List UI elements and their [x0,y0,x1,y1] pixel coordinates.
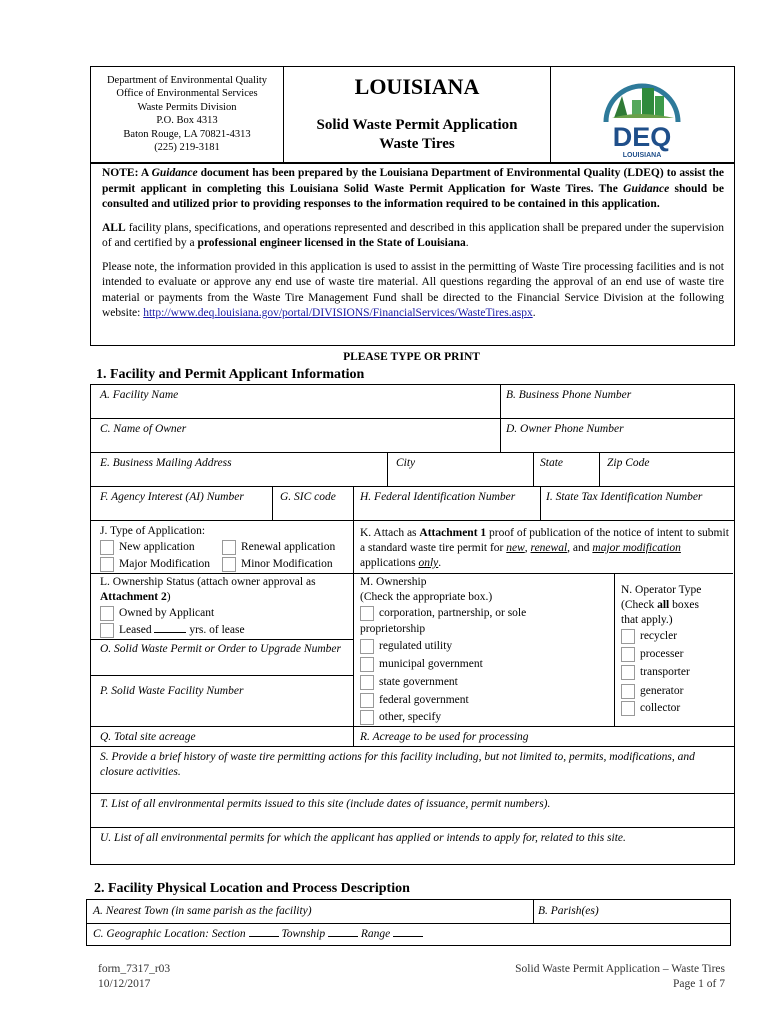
row-line [353,573,733,574]
new-application-option[interactable]: New application [100,540,195,555]
note-paragraph-3: Please note, the information provided in this application is used to assist in the permitting of Waste Tire processing facilities and is not intended to evaluate or approve any end use of waste tire material. All questions regarding the approval of an end use of waste tire material or payments from the Waste Tire Management Fund shall be directed to the Financial Service Division at the following website: http://www.deq.louisiana.gov/portal/DIVISIONS/FinancialServices/WasteTires.aspx. [102,260,724,319]
col-line [540,486,541,520]
business-phone-field[interactable]: B. Business Phone Number [506,389,632,401]
issued-permits-field[interactable]: T. List of all environmental permits issued to this site (include dates of issuance, permit numbers). [100,798,551,810]
ownership-option-other[interactable]: other, specify [360,710,441,725]
please-type-label: PLEASE TYPE OR PRINT [343,351,480,363]
range-blank[interactable] [393,936,423,937]
row-line [90,452,734,453]
row-line [90,520,734,521]
footer-page-info: Solid Waste Permit Application – Waste Tires Page 1 of 7 [515,963,725,990]
col-line [533,452,534,486]
ownership-status-label: L. Ownership Status (attach owner approval as Attachment 2) [100,576,316,603]
col-line [533,899,534,923]
row-line [86,923,730,924]
checkbox[interactable] [621,684,635,699]
operator-type-label: N. Operator Type (Check all boxes that apply.) [621,584,702,626]
geographic-location-field[interactable]: C. Geographic Location: Section Township Range [93,927,423,941]
col-line [387,452,388,486]
checkbox[interactable] [360,693,374,708]
renewal-application-option[interactable]: Renewal application [222,540,335,555]
processing-acreage-field[interactable]: R. Acreage to be used for processing [360,731,529,743]
form-title: Solid Waste Permit Application Waste Tires [316,117,518,152]
row-line [90,675,353,676]
applied-permits-field[interactable]: U. List of all environmental permits for which the applicant has applied or intends to apply for, related to this site. [100,832,626,844]
svg-text:LOUISIANA: LOUISIANA [622,152,662,159]
agency-interest-field[interactable]: F. Agency Interest (AI) Number [100,491,244,503]
ownership-type-label: M. Ownership (Check the appropriate box.) [360,576,493,603]
waste-tires-link[interactable]: http://www.deq.louisiana.gov/portal/DIVISIONS/FinancialServices/WasteTires.aspx [143,307,533,319]
operator-option-processer[interactable]: processer [621,647,683,662]
operator-option-transporter[interactable]: transporter [621,665,690,680]
ownership-option-corporation[interactable]: corporation, partnership, or sole [360,606,526,621]
mailing-address-field[interactable]: E. Business Mailing Address [100,457,232,469]
ownership-option-state[interactable]: state government [360,675,458,690]
sic-code-field[interactable]: G. SIC code [280,491,336,503]
row-line [90,827,734,828]
row-line [90,573,353,574]
row-line [90,793,734,794]
permit-number-field[interactable]: O. Solid Waste Permit or Order to Upgrade Number [100,643,341,655]
minor-modification-option[interactable]: Minor Modification [222,557,333,572]
total-acreage-field[interactable]: Q. Total site acreage [100,731,196,743]
operator-option-collector[interactable]: collector [621,701,680,716]
state-field[interactable]: State [540,457,563,469]
township-blank[interactable] [328,936,358,937]
section-blank[interactable] [249,936,279,937]
col-line [599,452,600,486]
zip-field[interactable]: Zip Code [607,457,650,469]
note-paragraph-1: NOTE: A Guidance document has been prepared by the Louisiana Department of Environmental Quality (LDEQ) to assist the permit applicant in completing this Louisiana Solid Waste Permit Application for Waste Tires. The Guidance should be consulted and utilized prior to providing responses to the information required to be contained in this application. [102,167,725,210]
footer-form-info: form_7317_r03 10/12/2017 [98,963,171,990]
ownership-proprietorship-label: proprietorship [360,623,426,635]
svg-text:DEQ: DEQ [612,122,672,152]
checkbox[interactable] [360,710,374,725]
ownership-option-federal[interactable]: federal government [360,693,469,708]
operator-option-recycler[interactable]: recycler [621,629,677,644]
facility-name-field[interactable]: A. Facility Name [100,389,179,401]
owner-phone-field[interactable]: D. Owner Phone Number [506,423,624,435]
deq-logo-icon [598,70,686,160]
state-title: LOUISIANA [354,74,480,99]
owner-name-field[interactable]: C. Name of Owner [100,423,187,435]
checkbox[interactable] [360,606,374,621]
checkbox[interactable] [621,701,635,716]
checkbox[interactable] [360,657,374,672]
ownership-option-municipal[interactable]: municipal government [360,657,483,672]
state-tax-id-field[interactable]: I. State Tax Identification Number [546,491,703,503]
agency-address: Department of Environmental Quality Office of Environmental Services Waste Permits Division P.O. Box 4313 Baton Rouge, LA 70821-4313 (225) 219-3181 [106,75,268,154]
header-divider-2 [550,66,551,163]
application-type-label: J. Type of Application: [100,525,206,537]
checkbox[interactable] [360,675,374,690]
nearest-town-field[interactable]: A. Nearest Town (in same parish as the facility) [93,905,312,917]
parish-field[interactable]: B. Parish(es) [538,905,599,917]
checkbox[interactable] [621,629,635,644]
col-line [500,384,501,452]
owned-by-applicant-option[interactable]: Owned by Applicant [100,606,214,621]
section-1-heading: 1. Facility and Permit Applicant Information [96,367,365,382]
checkbox[interactable] [100,540,114,555]
checkbox[interactable] [100,623,114,638]
major-modification-option[interactable]: Major Modification [100,557,210,572]
row-line [90,746,734,747]
note-paragraph-2: ALL facility plans, specifications, and operations represented and described in this application shall be prepared under the supervision of and certified by a professional engineer licensed in the State of Louisiana. [102,221,724,249]
federal-id-field[interactable]: H. Federal Identification Number [360,491,516,503]
row-line [90,726,734,727]
city-field[interactable]: City [396,457,416,469]
checkbox[interactable] [222,557,236,572]
lease-years-blank[interactable] [154,632,186,633]
row-line [90,639,353,640]
operator-option-generator[interactable]: generator [621,684,683,699]
checkbox[interactable] [100,606,114,621]
checkbox[interactable] [621,665,635,680]
checkbox[interactable] [100,557,114,572]
permit-history-field[interactable]: S. Provide a brief history of waste tire permitting actions for this facility including, but not limited to, permits, modifications, and closure activities. [100,751,695,778]
col-line [272,486,273,520]
checkbox[interactable] [621,647,635,662]
facility-number-field[interactable]: P. Solid Waste Facility Number [100,685,244,697]
col-line [614,573,615,726]
checkbox[interactable] [222,540,236,555]
leased-option[interactable]: Leased yrs. of lease [100,623,245,638]
section-2-heading: 2. Facility Physical Location and Process Description [94,881,410,896]
row-line [90,418,734,419]
col-line [353,486,354,746]
ownership-option-utility[interactable]: regulated utility [360,639,452,654]
note-text [102,166,724,322]
checkbox[interactable] [360,639,374,654]
row-line [90,486,734,487]
deq-logo [598,70,686,160]
attachment-1-instructions: K. Attach as Attachment 1 proof of publication of the notice of intent to submit a standard waste tire permit for new, renewal, and major modification applications only. [360,527,729,569]
